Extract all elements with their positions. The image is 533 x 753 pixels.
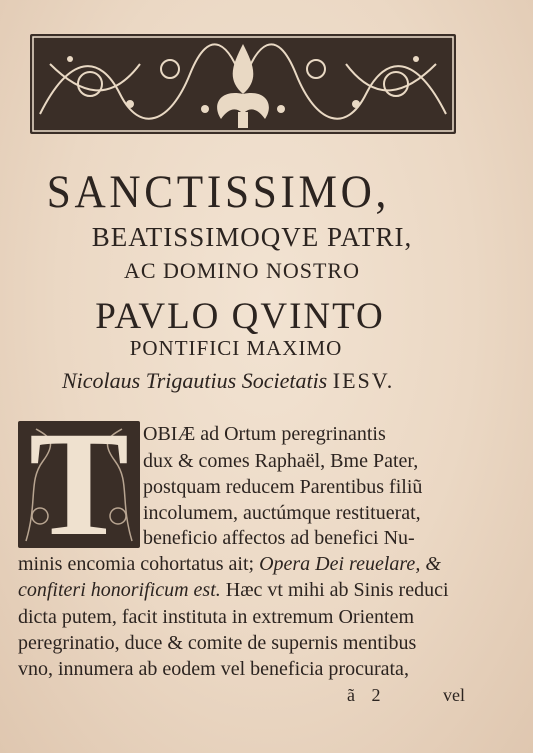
signature-mark: ã 2 — [347, 685, 387, 705]
ornament-icon — [30, 34, 456, 134]
body-line: dux & comes Raphaël, Bme Pater, — [143, 450, 419, 472]
scripture-quote: Opera Dei reuelare, & — [259, 553, 441, 575]
dropcap-letter: T — [28, 421, 130, 548]
body-line: peregrinatio, duce & comite de supernis mentibus — [18, 632, 417, 654]
body-line — [18, 553, 441, 576]
catchword: vel — [443, 685, 465, 705]
heading-ac-domino: AC DOMINO NOSTRO — [123, 258, 360, 283]
scripture-quote: confiteri honorificum est. — [18, 579, 221, 601]
author-name: Nicolaus Trigautius Societatis — [62, 368, 328, 393]
body-line: beneficio affectos ad benefici Nu- — [143, 527, 415, 549]
heading-sanctissimo: SANCTISSIMO, — [46, 166, 391, 218]
body-text: minis encomia cohortatus ait; — [18, 553, 255, 575]
body-line: postquam reducem Parentibus filiũ — [143, 476, 423, 498]
heading-paulo-quinto: PAVLO QVINTO — [95, 296, 385, 337]
body-text: Hæc vt mihi ab Sinis reduci — [225, 579, 449, 601]
body-line: incolumem, auctúmque restituerat, — [143, 502, 421, 524]
body-line: dicta putem, facit instituta in extremum Orientem — [18, 606, 414, 628]
body-line: vno, innumera ab eodem vel beneficia procurata, — [18, 658, 409, 680]
decorated-initial — [18, 421, 140, 548]
heading-pontifici: PONTIFICI MAXIMO — [129, 336, 343, 360]
heading-beatissimoque: BEATISSIMOQVE PATRI, — [91, 222, 413, 252]
body-line — [18, 579, 449, 602]
body-line: OBIÆ ad Ortum peregrinantis — [143, 423, 386, 445]
author-line — [62, 368, 492, 394]
author-iesu: IESV. — [332, 368, 395, 393]
ornamental-headpiece — [30, 34, 456, 134]
